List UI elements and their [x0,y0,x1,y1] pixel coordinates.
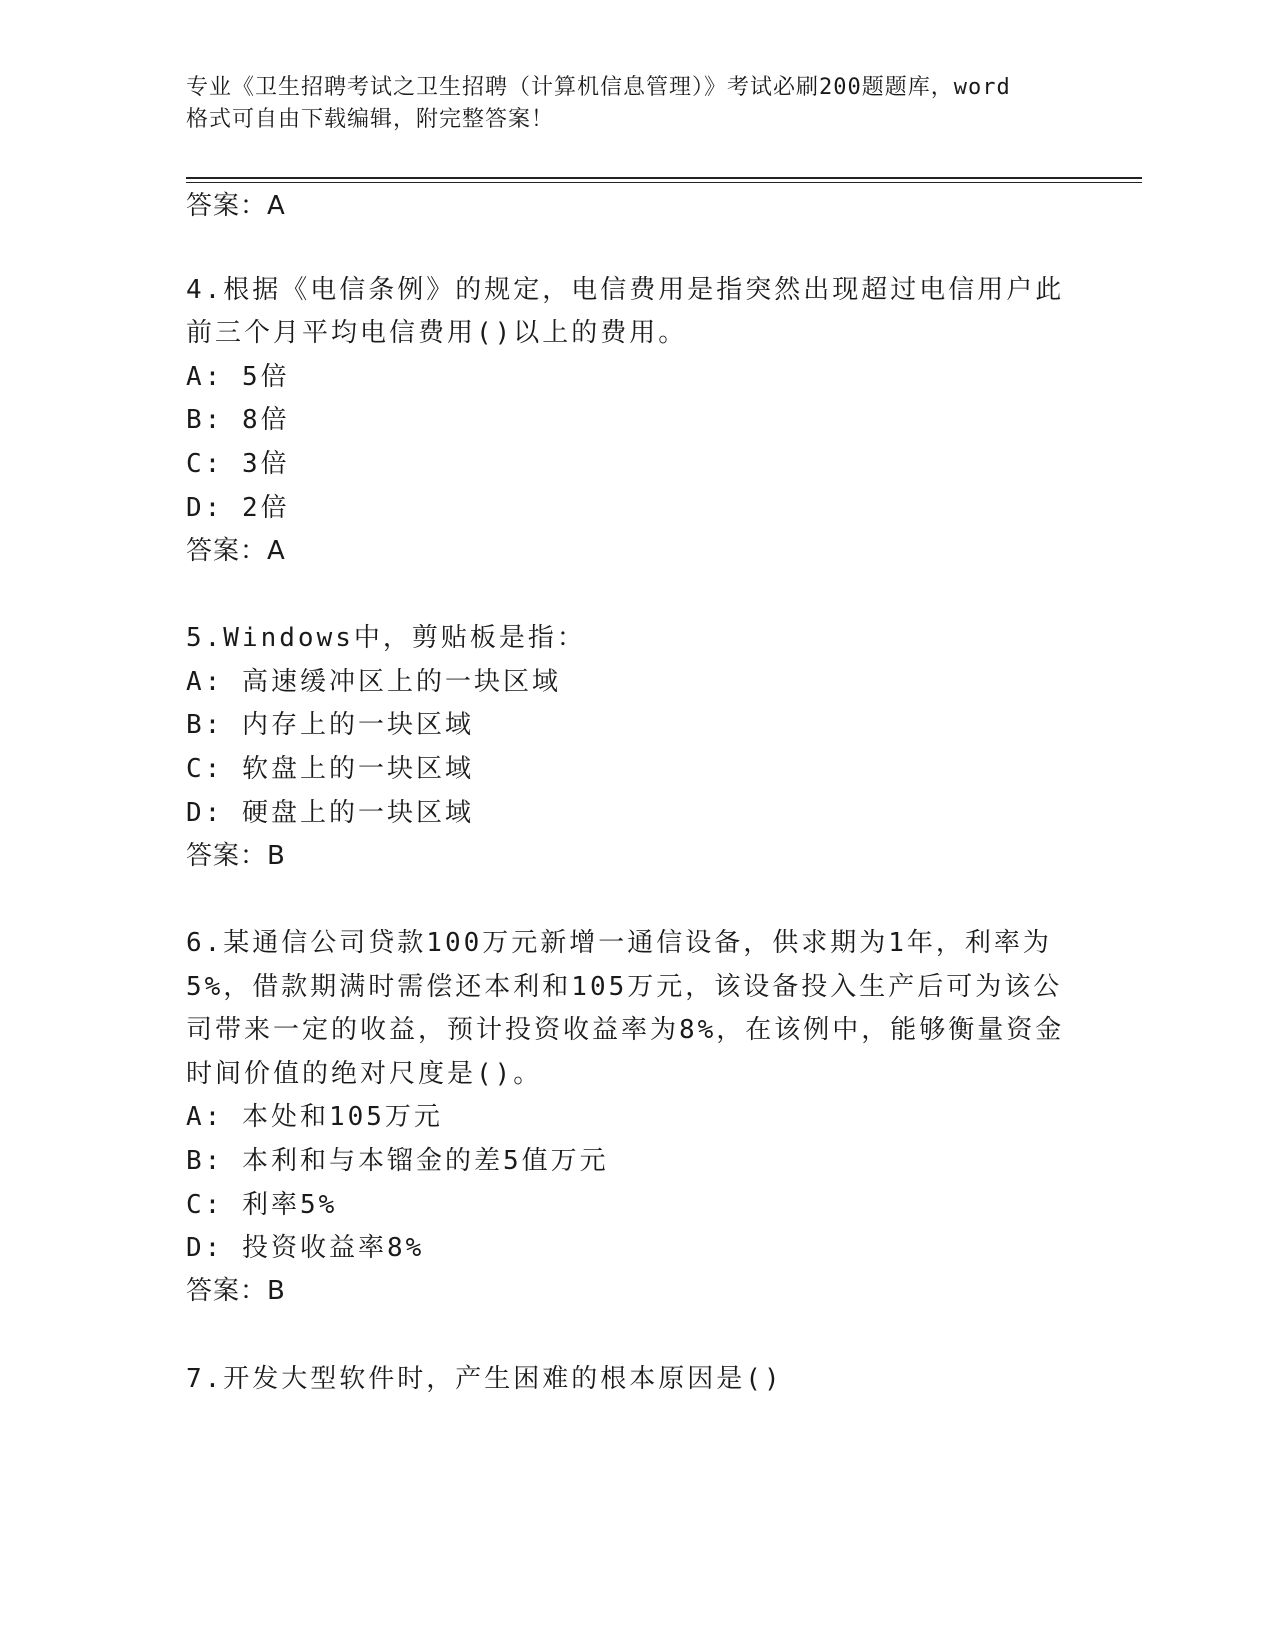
q6-answer: 答案：B [186,1276,286,1306]
q5-answer: 答案：B [186,841,286,871]
q4-option-d: D: 2倍 [186,493,290,523]
q4-text-line-2: 前三个月平均电信费用()以上的费用。 [186,318,688,348]
q5-text-line-1: 5.Windows中，剪贴板是指： [186,623,586,653]
q4-text-line-1: 4.根据《电信条例》的规定，电信费用是指突然出现超过电信用户此 [186,275,1065,305]
q4-option-a: A: 5倍 [186,362,290,392]
q6-text-line-3: 司带来一定的收益，预计投资收益率为8%，在该例中，能够衡量资金 [186,1015,1065,1045]
header-divider-thin [186,182,1142,183]
q4-answer: 答案：A [186,536,286,566]
header-line-2: 格式可自由下载编辑，附完整答案！ [186,107,555,132]
q5-option-d: D: 硬盘上的一块区域 [186,798,474,828]
q7-text-line-1: 7.开发大型软件时，产生困难的根本原因是() [186,1364,783,1394]
q6-option-c: C: 利率5% [186,1190,338,1220]
q4-option-c: C: 3倍 [186,449,290,479]
q6-option-a: A: 本处和105万元 [186,1102,443,1132]
q4-option-b: B: 8倍 [186,405,290,435]
q6-text-line-4: 时间价值的绝对尺度是()。 [186,1059,543,1089]
header-line-1: 专业《卫生招聘考试之卫生招聘（计算机信息管理）》考试必刷200题题库，word [186,75,1011,100]
header-divider-thick [186,177,1142,179]
q5-option-b: B: 内存上的一块区域 [186,710,474,740]
q5-option-c: C: 软盘上的一块区域 [186,754,474,784]
q6-text-line-2: 5%，借款期满时需偿还本利和105万元，该设备投入生产后可为该公 [186,972,1063,1002]
q6-option-b: B: 本利和与本镏金的差5值万元 [186,1146,609,1176]
q5-option-a: A: 高速缓冲区上的一块区域 [186,667,561,697]
q6-text-line-1: 6.某通信公司贷款100万元新增一通信设备，供求期为1年，利率为 [186,928,1052,958]
q6-option-d: D: 投资收益率8% [186,1233,425,1263]
document-header [186,72,1086,136]
prev-answer: 答案：A [186,191,286,221]
